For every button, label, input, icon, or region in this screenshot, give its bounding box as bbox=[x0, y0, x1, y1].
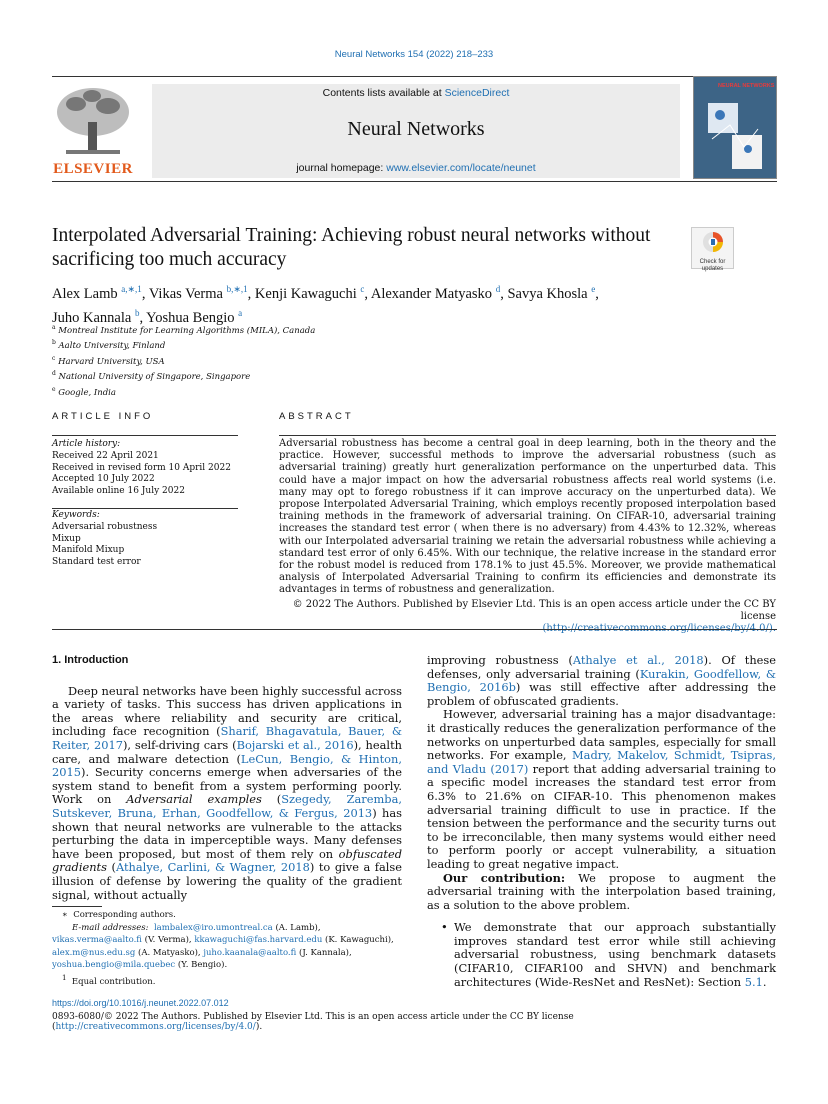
email-link[interactable]: kkawaguchi@fas.harvard.edu bbox=[194, 935, 323, 945]
citation-link[interactable]: Athalye et al., 2018 bbox=[572, 653, 704, 667]
author[interactable]: Alexander Matyasko $^d$ bbox=[370, 284, 501, 302]
journal-reference[interactable]: Neural Networks 154 (2022) 218–233 bbox=[334, 49, 494, 60]
email-link[interactable]: alex.m@nus.edu.sg bbox=[52, 947, 136, 958]
update-badge-icon bbox=[702, 231, 724, 253]
paragraph: However, adversarial training has a major disadvantage: it drastically reduces the generalization performance of the networks on unperturbed data samples, especially for small networks. For example, Madry, Makelov, Schmidt, Tsipras, and Vladu (2017) report that adding adversarial training to a specific model increases the standard test error from 6.3% to 21.6% on CIFAR-10. This phenomenon makes adversarial training difficult to use in practice. If the tension between the performance and the security turns out to be irreconcilable, then many systems would either need to perform poorly or accept vulnerability, a situation leading to great negative impact. bbox=[427, 707, 776, 871]
list-item: • We demonstrate that our approach substantially improves standard test error while still achieving adversarial robustness, using benchmark datasets (CIFAR10, CIFAR100 and SHVN) and benchmark architectures (Wide-ResNet and ResNet): Section 5.1. bbox=[441, 920, 776, 989]
check-updates-label: Check for updates bbox=[699, 259, 726, 272]
email-link[interactable]: yoshua.bengio@mila.quebec bbox=[52, 960, 176, 970]
author[interactable]: Savya Khosla $^e$ bbox=[507, 284, 596, 302]
homepage-link[interactable]: www.elsevier.com/locate/neunet bbox=[386, 162, 536, 174]
abstract-text: Adversarial robustness has become a central goal in deep learning, both in the theory and the practice. However, successful methods to improve the adversarial robustness (such as adversarial training) greatly hurt generalization performance on the unperturbed data. This could have a major impact on how the adversarial robustness affects real world systems (i.e. many may opt to forego robustness if it can improve accuracy on the unperturbed data). We propose Interpolated Adversarial Training, which employs recently proposed interpolation based training methods in the framework of adversarial training. On CIFAR-10, adversarial training increases the standard test error ( when there is no adversary) from 4.43% to 12.32%, whereas with our Interpolated adversarial training we retain the adversarial robustness while achieving a standard test error of only 6.45%. With our technique, the relative increase in the standard error for the robust model is reduced from 178.1% to just 45.5%. Moreover, we provide mathematical analysis of Interpolated Adversarial Training to confirm its efficiencies and demonstrate its advantages in terms of robustness and generalization. bbox=[279, 438, 776, 596]
affiliation: $^b$ Aalto University, Finland bbox=[52, 339, 166, 352]
citation-link[interactable]: Athalye, Carlini, & Wagner, 2018 bbox=[115, 860, 310, 875]
paragraph: Our contribution: We propose to augment the adversarial training with the interpolation based training, as a solution to the above problem. bbox=[427, 870, 776, 912]
body-column-right bbox=[427, 654, 776, 989]
doi-link[interactable]: https://doi.org/10.1016/j.neunet.2022.07.012 bbox=[52, 998, 229, 1008]
email-link[interactable]: vikas.verma@aalto.fi bbox=[52, 935, 142, 945]
keyword: Manifold Mixup bbox=[52, 545, 125, 556]
license-link[interactable]: (http://creativecommons.org/licenses/by/4.0/). bbox=[542, 623, 776, 635]
author-list: Alex Lamb $^{a,∗,1}$, Vikas Verma $^{b,∗,1}$, Kenji Kawaguchi $^c$, Alexander Matyasko $^d$, Savya Khosla $^e$, Juho Kannala $^b$, Yoshua Bengio $^a$ bbox=[52, 284, 599, 326]
license-notice: © 2022 The Authors. Published by Elsevier Ltd. This is an open access article under the CC BY license (http://creativecommons.org/licenses/by/4.0/). bbox=[292, 599, 776, 635]
divider bbox=[52, 629, 777, 630]
citation-link[interactable]: Sharif, Bhagavatula, Bauer, & Reiter, 2017 bbox=[52, 724, 402, 752]
body-column-left bbox=[52, 654, 402, 902]
article-info-heading: ARTICLE INFO bbox=[52, 411, 154, 422]
masthead-bottom-rule bbox=[52, 181, 777, 182]
citation-link[interactable]: Bojarski et al., 2016 bbox=[236, 737, 354, 752]
paragraph: Deep neural networks have been highly successful across a variety of tasks. This success has driven applications in the areas where reliability and security are critical, including face recognition (Sharif, Bhagavatula, Bauer, & Reiter, 2017), self-driving cars (Bojarski et al., 2016), health care, and malware detection (LeCun, Bengio, & Hinton, 2015). Security concerns emerge when adversaries of the system stand to benefit from a system performing poorly. Work on Adversarial examples (Szegedy, Zaremba, Sutskever, Bruna, Erhan, Goodfellow, & Fergus, 2013) has shown that neural networks are vulnerable to the attacks perturbing the data in imperceptible ways. Many defenses have been proposed, but most of them rely on obfuscated gradients (Athalye, Carlini, & Wagner, 2018) to give a false illusion of defense by lowering the quality of the gradient signal, without actually bbox=[52, 683, 403, 902]
article-title: Interpolated Adversarial Training: Achieving robust neural networks without sacrificing too much accuracy bbox=[52, 225, 651, 270]
section-heading: 1. Introduction bbox=[52, 654, 129, 666]
paragraph: improving robustness (Athalye et al., 2018). Of these defenses, only adversarial training (Kurakin, Goodfellow, & Bengio, 2016b) was still effective after addressing the problem of obfuscated gradients. bbox=[427, 653, 776, 708]
contents-line: Contents lists available at ScienceDirect bbox=[322, 87, 510, 99]
sciencedirect-link[interactable]: ScienceDirect bbox=[444, 87, 510, 99]
divider bbox=[279, 435, 776, 436]
affiliation: $^c$ Harvard University, USA bbox=[52, 354, 165, 367]
citation-link[interactable]: Madry, Makelov, Schmidt, Tsipras, and Vladu (2017) bbox=[427, 748, 776, 776]
affiliation: $^d$ National University of Singapore, Singapore bbox=[52, 370, 251, 383]
journal-name: Neural Networks bbox=[347, 118, 485, 140]
divider bbox=[52, 435, 238, 436]
author[interactable]: Kenji Kawaguchi $^c$ bbox=[254, 284, 365, 302]
footnotes: ∗ Corresponding authors. E-mail addresses: lambalex@iro.umontreal.ca (A. Lamb), vikas.verma@aalto.fi (V. Verma), kkawaguchi@fas.harvard.edu (K. Kawaguchi), alex.m@nus.edu.sg (A. Matyasko), juho.kaanala@aalto.fi (J. Kannala), yoshua.bengio@mila.quebec (Y. Bengio). $^1$ Equal contribution. bbox=[52, 910, 394, 987]
cover-art-icon bbox=[704, 99, 766, 173]
affiliation: $^e$ Google, India bbox=[52, 385, 116, 398]
citation-link[interactable]: Szegedy, Zaremba, Sutskever, Bruna, Erhan, Goodfellow, & Fergus, 2013 bbox=[52, 792, 402, 820]
email-link[interactable]: lambalex@iro.umontreal.ca bbox=[153, 922, 273, 933]
keyword: Adversarial robustness bbox=[52, 521, 158, 532]
keyword: Standard test error bbox=[52, 557, 141, 568]
article-history: Article history: Received 22 April 2021 Received in revised form 10 April 2022 Accepted 10 July 2022 Available online 16 July 2022 bbox=[52, 439, 231, 497]
check-for-updates-badge[interactable] bbox=[691, 227, 734, 272]
elsevier-wordmark: ELSEVIER bbox=[53, 161, 133, 177]
journal-homepage: journal homepage: www.elsevier.com/locate/neunet bbox=[296, 162, 536, 174]
journal-cover-thumbnail[interactable] bbox=[693, 76, 777, 179]
author[interactable]: Vikas Verma $^{b,∗,1}$ bbox=[148, 284, 248, 302]
keyword: Mixup bbox=[52, 533, 81, 544]
affiliation: $^a$ Montreal Institute for Learning Algorithms (MILA), Canada bbox=[52, 324, 316, 336]
citation-link[interactable]: 5.1 bbox=[744, 974, 763, 989]
divider bbox=[52, 508, 238, 509]
citation-link[interactable]: LeCun, Bengio, & Hinton, 2015 bbox=[52, 751, 402, 780]
author[interactable]: Yoshua Bengio $^a$ bbox=[146, 307, 243, 326]
author[interactable]: Alex Lamb $^{a,∗,1}$ bbox=[52, 284, 142, 302]
abstract-heading: ABSTRACT bbox=[279, 411, 354, 422]
author[interactable]: Juho Kannala $^b$ bbox=[52, 307, 140, 326]
masthead-top-rule bbox=[52, 76, 777, 77]
footnote-rule bbox=[52, 906, 102, 907]
cc-license-link[interactable]: http://creativecommons.org/licenses/by/4.0/ bbox=[55, 1022, 256, 1032]
cover-title: NEURAL NETWORKS bbox=[718, 83, 775, 89]
affiliations bbox=[52, 322, 315, 399]
email-link[interactable]: juho.kaanala@aalto.fi bbox=[203, 947, 297, 958]
keywords: Keywords: Adversarial robustness Mixup Manifold Mixup Standard test error bbox=[52, 510, 158, 568]
citation-link[interactable]: Kurakin, Goodfellow, & Bengio, 2016b bbox=[427, 666, 776, 695]
issn-line: 0893-6080/© 2022 The Authors. Published by Elsevier Ltd. This is an open access article under the CC BY license (http://creativecommons.org/licenses/by/4.0/). bbox=[52, 1012, 574, 1032]
